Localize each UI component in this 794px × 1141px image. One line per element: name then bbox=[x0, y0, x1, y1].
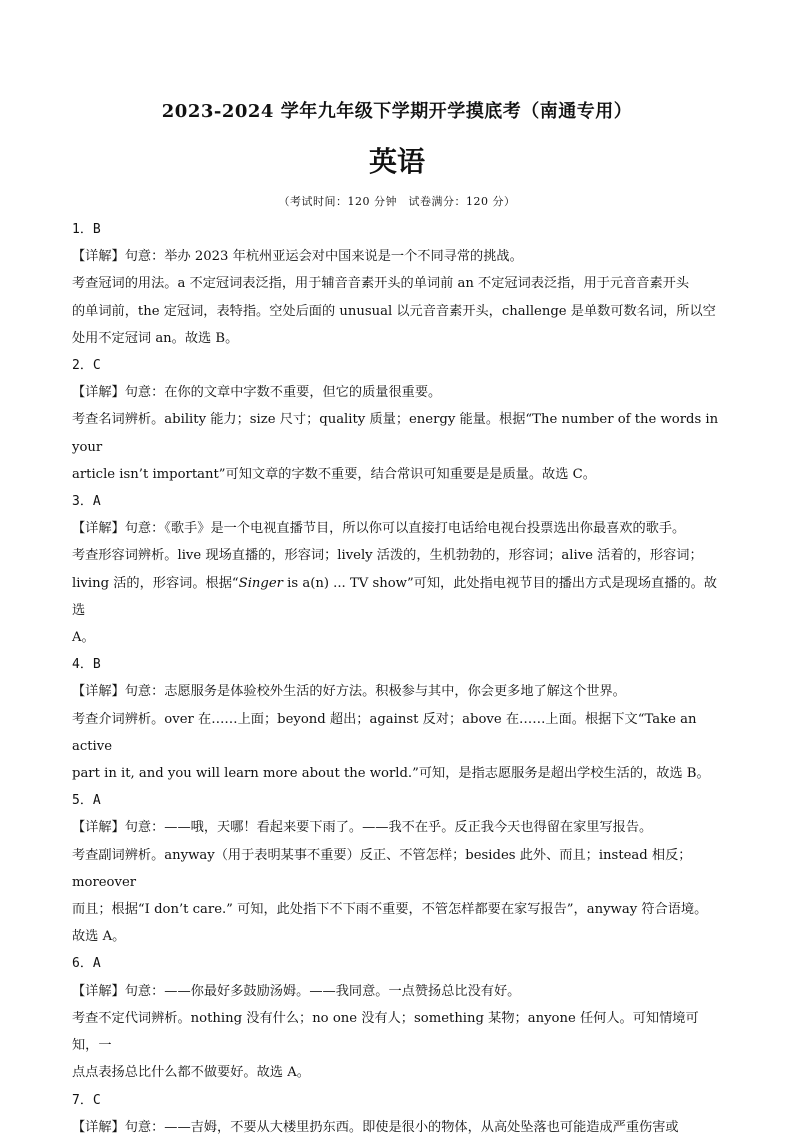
explanation-line: 【详解】句意：在你的文章中字数不重要，但它的质量很重要。 bbox=[72, 385, 442, 401]
answer-number: 3．A bbox=[72, 494, 101, 510]
analysis-line: article isn’t important”可知文章的字数不重要，结合常识可知重要是是质量。故选 C。 bbox=[72, 466, 596, 482]
answer-number: 2．C bbox=[72, 358, 101, 374]
subject-heading: 英语 bbox=[368, 145, 425, 178]
analysis-line: 故选 A。 bbox=[72, 929, 126, 945]
analysis-line: 考查不定代词辨析。nothing 没有什么；no one 没有人；something 某物；anyone 任何人。可知情境可知，一 bbox=[72, 1010, 699, 1054]
explanation-line: 【详解】句意：——你最好多鼓励汤姆。——我同意。一点赞扬总比没有好。 bbox=[72, 983, 521, 999]
analysis-line: 的单词前，the 定冠词，表特指。空处后面的 unusual 以元音音素开头，challenge 是单数可数名词，所以空 bbox=[72, 303, 716, 319]
analysis-line: 考查介词辨析。over 在……上面；beyond 超出；against 反对；above 在……上面。根据下文“Take an active bbox=[72, 711, 697, 754]
explanation-line: 【详解】句意：志愿服务是体验校外生活的好方法。积极参与其中，你会更多地了解这个世界。 bbox=[72, 684, 626, 700]
answer-item bbox=[72, 950, 724, 1086]
explanation-line: 【详解】句意：举办 2023 年杭州亚运会对中国来说是一个不同寻常的挑战。 bbox=[72, 249, 523, 265]
answer-number: 6．A bbox=[72, 956, 101, 972]
answer-number: 5．A bbox=[72, 793, 101, 809]
explanation-line: 【详解】句意：《歌手》是一个电视直播节目，所以你可以直接打电话给电视台投票选出你最喜欢的歌手。 bbox=[72, 521, 686, 537]
analysis-line: 点点表扬总比什么都不做要好。故选 A。 bbox=[72, 1065, 310, 1081]
explanation-line: 【详解】句意：——吉姆，不要从大楼里扔东西。即使是很小的物体，从高处坠落也可能造成严重伤害或 bbox=[72, 1119, 679, 1135]
answer-number: 7．C bbox=[72, 1092, 101, 1108]
answer-item bbox=[72, 488, 724, 651]
analysis-line: 考查名词辨析。ability 能力；size 尺寸；quality 质量；energy 能量。根据“The number of the words in your bbox=[72, 412, 719, 455]
answer-item bbox=[72, 352, 724, 488]
explanation-line: 【详解】句意：——哦，天哪！看起来要下雨了。——我不在乎。反正我今天也得留在家里写报告。 bbox=[72, 820, 653, 836]
exam-info: （考试时间：120 分钟 试卷满分：120 分） bbox=[278, 195, 516, 208]
analysis-line: A。 bbox=[72, 630, 95, 646]
analysis-line: 而且；根据“I don’t care.” 可知，此处指下不下雨不重要，不管怎样都要在家写报告”，anyway 符合语境。 bbox=[72, 902, 708, 918]
analysis-line: living 活的，形容词。根据“Singer is a(n) ... TV show”可知，此处指电视节目的播出方式是现场直播的。故选 bbox=[72, 575, 717, 618]
document-title: 2023-2024 学年九年级下学期开学摸底考（南通专用） bbox=[161, 101, 633, 122]
answer-number: 4．B bbox=[72, 657, 101, 673]
analysis-line: part in it, and you will learn more about the world.”可知，是指志愿服务是超出学校生活的，故选 B。 bbox=[72, 766, 710, 782]
answer-item bbox=[72, 651, 724, 787]
analysis-line: 考查形容词辨析。live 现场直播的，形容词；lively 活泼的，生机勃勃的，形容词；alive 活着的，形容词； bbox=[72, 548, 703, 564]
analysis-line: 考查冠词的用法。a 不定冠词表泛指，用于辅音音素开头的单词前 an 不定冠词表泛指，用于元音音素开头 bbox=[72, 276, 690, 292]
answer-content bbox=[72, 216, 724, 1141]
answer-item bbox=[72, 787, 724, 950]
answer-item bbox=[72, 1087, 724, 1141]
analysis-line: 考查副词辨析。anyway（用于表明某事不重要）反正、不管怎样；besides 此外、而且；instead 相反；moreover bbox=[72, 847, 692, 890]
answer-number: 1．B bbox=[72, 222, 101, 237]
answer-item bbox=[72, 216, 724, 352]
analysis-line: 处用不定冠词 an。故选 B。 bbox=[72, 330, 239, 346]
